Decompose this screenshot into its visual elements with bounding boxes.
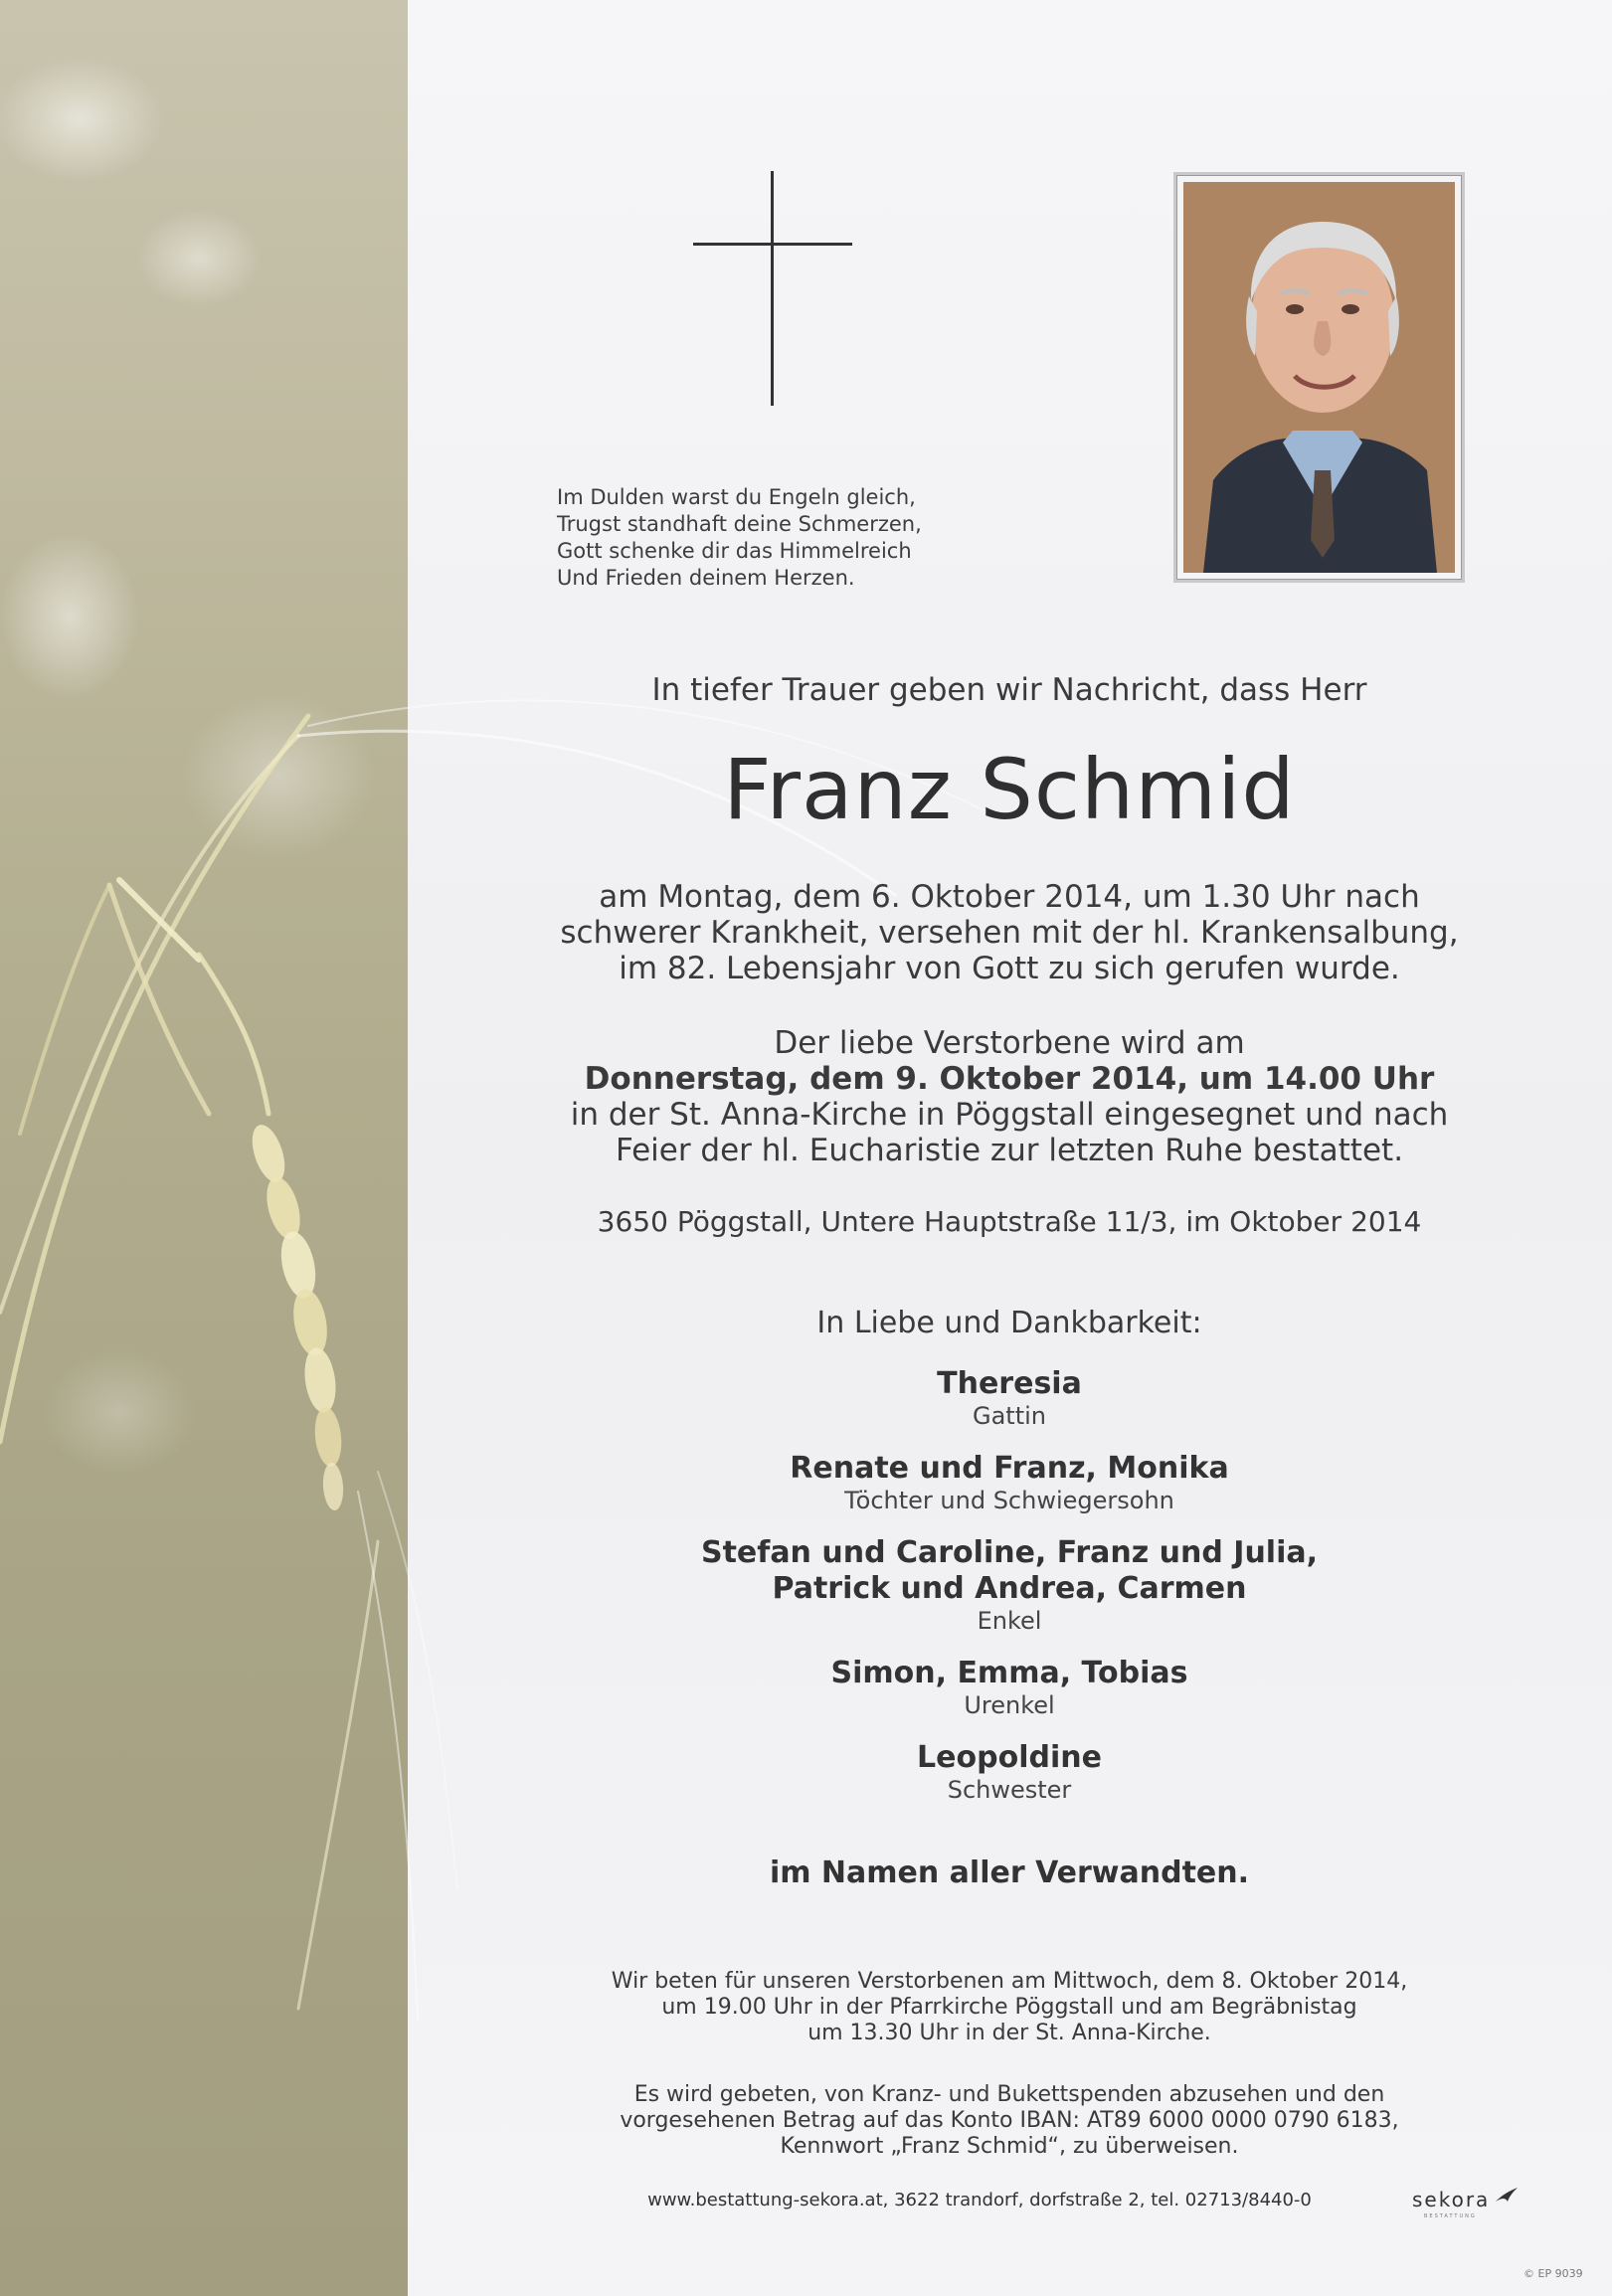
decorative-side-panel — [0, 0, 408, 2296]
funeral-line: Feier der hl. Eucharistie zur letzten Ruhe bestattet. — [615, 1133, 1404, 1168]
death-details — [497, 879, 1522, 986]
mourner-entry — [497, 1366, 1522, 1430]
cross-symbol — [693, 171, 852, 406]
death-line: schwerer Krankheit, versehen mit der hl. Krankensalbung, — [560, 915, 1459, 951]
mourner-name: Theresia — [937, 1366, 1082, 1401]
mourner-entry — [497, 1535, 1522, 1635]
poem-line: Trugst standhaft deine Schmerzen, — [557, 512, 922, 536]
portrait-photo-frame — [1173, 172, 1465, 583]
announcement-intro: In tiefer Trauer geben wir Nachricht, dass Herr — [651, 672, 1367, 708]
bird-icon — [1494, 2186, 1520, 2204]
mourner-relation: Gattin — [972, 1402, 1046, 1430]
closing-line: im Namen aller Verwandten. — [769, 1855, 1250, 1890]
logo-text: sekora — [1412, 2188, 1491, 2211]
prayer-line: um 19.00 Uhr in der Pfarrkirche Pöggstall und am Begräbnistag — [661, 1995, 1357, 2020]
donation-line: Kennwort „Franz Schmid“, zu überweisen. — [780, 2134, 1239, 2159]
death-line: am Montag, dem 6. Oktober 2014, um 1.30 Uhr nach — [599, 879, 1420, 915]
mourner-relation: Töchter und Schwiegersohn — [844, 1487, 1174, 1514]
poem-line: Und Frieden deinem Herzen. — [557, 566, 855, 590]
mourner-relation: Urenkel — [964, 1691, 1055, 1719]
thanks-heading: In Liebe und Dankbarkeit: — [816, 1306, 1202, 1340]
mourner-relation: Schwester — [947, 1776, 1072, 1804]
prayer-note — [497, 1969, 1522, 2046]
donation-line: vorgesehenen Betrag auf das Konto IBAN: AT89 6000 0000 0790 6183, — [620, 2108, 1399, 2133]
mourner-name-continued: Patrick und Andrea, Carmen — [772, 1571, 1247, 1606]
death-line: im 82. Lebensjahr von Gott zu sich gerufen wurde. — [619, 951, 1400, 986]
mourner-name: Renate und Franz, Monika — [790, 1451, 1229, 1486]
poem-line: Gott schenke dir das Himmelreich — [557, 539, 912, 563]
mourner-entry — [497, 1740, 1522, 1804]
funeral-details — [497, 1025, 1522, 1168]
footer-contact — [497, 2190, 1522, 2210]
mourner-relation: Enkel — [977, 1607, 1042, 1635]
portrait-photo — [1183, 182, 1455, 573]
funeral-home-logo — [1412, 2186, 1522, 2225]
mourner-name: Simon, Emma, Tobias — [830, 1656, 1188, 1690]
funeral-date: Donnerstag, dem 9. Oktober 2014, um 14.00 Uhr — [584, 1061, 1435, 1097]
mourner-name: Leopoldine — [917, 1740, 1102, 1775]
donation-note — [497, 2082, 1522, 2160]
donation-line: Es wird gebeten, von Kranz- und Bukettspenden abzusehen und den — [633, 2082, 1385, 2107]
mourner-entry — [497, 1451, 1522, 1514]
poem-line: Im Dulden warst du Engeln gleich, — [557, 485, 916, 509]
prayer-line: um 13.30 Uhr in der St. Anna-Kirche. — [807, 2021, 1211, 2045]
mourners-list — [497, 1366, 1522, 1825]
print-code: © EP 9039 — [1523, 2267, 1583, 2280]
prayer-line: Wir beten für unseren Verstorbenen am Mittwoch, dem 8. Oktober 2014, — [611, 1969, 1408, 1994]
contact-line: www.bestattung-sekora.at, 3622 trandorf, dorfstraße 2, tel. 02713/8440-0 — [647, 2190, 1312, 2210]
mourner-entry — [497, 1656, 1522, 1719]
funeral-line: in der St. Anna-Kirche in Pöggstall eingesegnet und nach — [570, 1097, 1449, 1133]
funeral-line: Der liebe Verstorbene wird am — [774, 1025, 1245, 1061]
mourner-name: Stefan und Caroline, Franz und Julia, — [700, 1535, 1319, 1570]
address-line: 3650 Pöggstall, Untere Hauptstraße 11/3, im Oktober 2014 — [597, 1205, 1422, 1238]
deceased-name: Franz Schmid — [723, 741, 1296, 838]
logo-subtext: BESTATTUNG — [1424, 2213, 1477, 2219]
memorial-poem — [557, 484, 1034, 592]
